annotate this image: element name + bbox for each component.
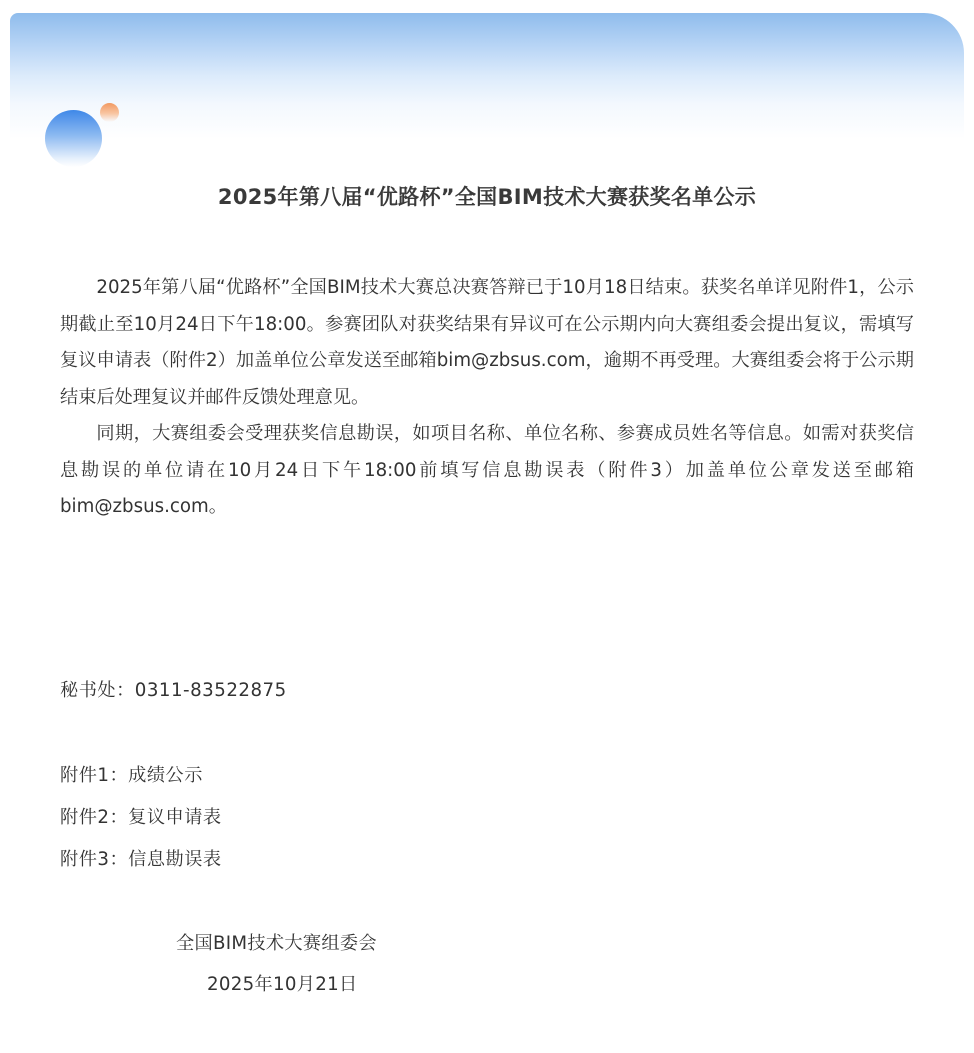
decorative-orange-circle-icon — [100, 103, 119, 122]
paragraph-review-notice: 2025年第八届“优路杯”全国BIM技术大赛总决赛答辩已于10月18日结束。获奖名单详见附件1，公示期截止至10月24日下午18:00。参赛团队对获奖结果有异议可在公示期内向大赛组委会提出复议，需填写复议申请表（附件2）加盖单位公章发送至邮箱bim@zbsus.com，逾期不再受理。大赛组委会将于公示期结束后处理复议并邮件反馈处理意见。 — [60, 277, 914, 408]
attachment-name: 信息勘误表 — [128, 849, 222, 870]
paragraph-correction-notice: 同期，大赛组委会受理获奖信息勘误，如项目名称、单位名称、参赛成员姓名等信息。如需对获奖信息勘误的单位请在10月24日下午18:00前填写信息勘误表（附件3）加盖单位公章发送至邮箱bim@zbsus.com。 — [60, 423, 914, 517]
announcement-body — [60, 270, 914, 526]
attachment-label: 附件2： — [60, 807, 129, 828]
attachment-name: 成绩公示 — [128, 765, 203, 786]
decorative-blue-circle-icon — [45, 110, 102, 167]
contact-label: 秘书处： — [60, 680, 135, 701]
attachment-item[interactable] — [60, 761, 203, 787]
attachment-item[interactable] — [60, 845, 222, 871]
attachment-label: 附件3： — [60, 849, 129, 870]
page-title: 2025年第八届“优路杯”全国BIM技术大赛获奖名单公示 — [217, 185, 757, 209]
secretariat-contact — [60, 676, 287, 702]
signature-organization: 全国BIM技术大赛组委会 — [176, 933, 377, 954]
attachment-label: 附件1： — [60, 765, 129, 786]
signature-date: 2025年10月21日 — [207, 974, 358, 995]
contact-phone: 0311-83522875 — [134, 680, 287, 701]
attachment-item[interactable] — [60, 803, 222, 829]
attachment-name: 复议申请表 — [128, 807, 222, 828]
header-banner — [10, 13, 964, 153]
